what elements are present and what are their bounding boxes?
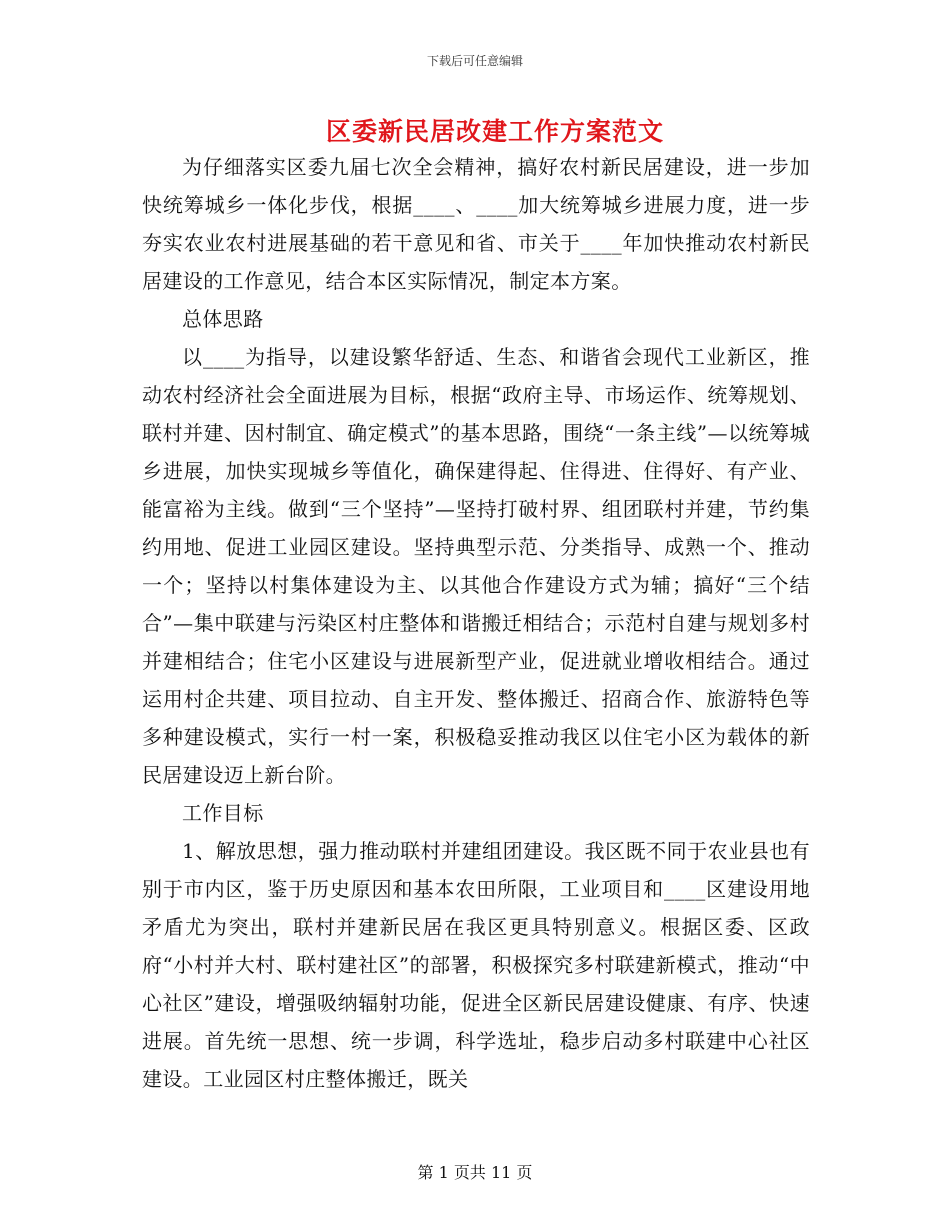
page-number: 第 1 页共 11 页 [417, 1163, 533, 1182]
header-note: 下载后可任意编辑 [426, 54, 523, 68]
intro-paragraph: 为仔细落实区委九届七次全会精神，搞好农村新民居建设，进一步加快统筹城乡一体化步伐，根据____、____加大统筹城乡进展力度，进一步夯实农业农村进展基础的若干意见和省、市关于____年加快推动农村新民居建设的工作意见，结合本区实际情况，制定本方案。 [142, 155, 810, 293]
work-goals-paragraph-1: 1、解放思想，强力推动联村并建组团建设。我区既不同于农业县也有别于市内区，鉴于历史原因和基本农田所限，工业项目和____区建设用地矛盾尤为突出，联村并建新民居在我区更具特别意义。根据区委、区政府“小村并大村、联村建社区”的部署，积极探究多村联建新模式，推动“中心社区”建设，增强吸纳辐射功能，促进全区新民居建设健康、有序、快速进展。首先统一思想、统一步调，科学选址，稳步启动多村联建中心社区建设。工业园区村庄整体搬迁，既关 [142, 839, 810, 1091]
section-heading-work-goals: 工作目标 [182, 801, 264, 825]
document-body [142, 148, 810, 1098]
section-heading-overall-approach: 总体思路 [182, 307, 264, 331]
overall-approach-paragraph: 以____为指导，以建设繁华舒适、生态、和谐省会现代工业新区，推动农村经济社会全面进展为目标，根据“政府主导、市场运作、统筹规划、联村并建、因村制宜、确定模式”的基本思路，围绕“一条主线”—以统筹城乡进展，加快实现城乡等值化，确保建得起、住得进、住得好、有产业、能富裕为主线。做到“三个坚持”—坚持打破村界、组团联村并建，节约集约用地、促进工业园区建设。坚持典型示范、分类指导、成熟一个、推动一个；坚持以村集体建设为主、以其他合作建设方式为辅；搞好“三个结合”—集中联建与污染区村庄整体和谐搬迁相结合；示范村自建与规划多村并建相结合；住宅小区建设与进展新型产业，促进就业增收相结合。通过运用村企共建、项目拉动、自主开发、整体搬迁、招商合作、旅游特色等多种建设模式，实行一村一案，积极稳妥推动我区以住宅小区为载体的新民居建设迈上新台阶。 [142, 345, 810, 787]
document-title: 区委新民居改建工作方案范文 [325, 117, 664, 146]
